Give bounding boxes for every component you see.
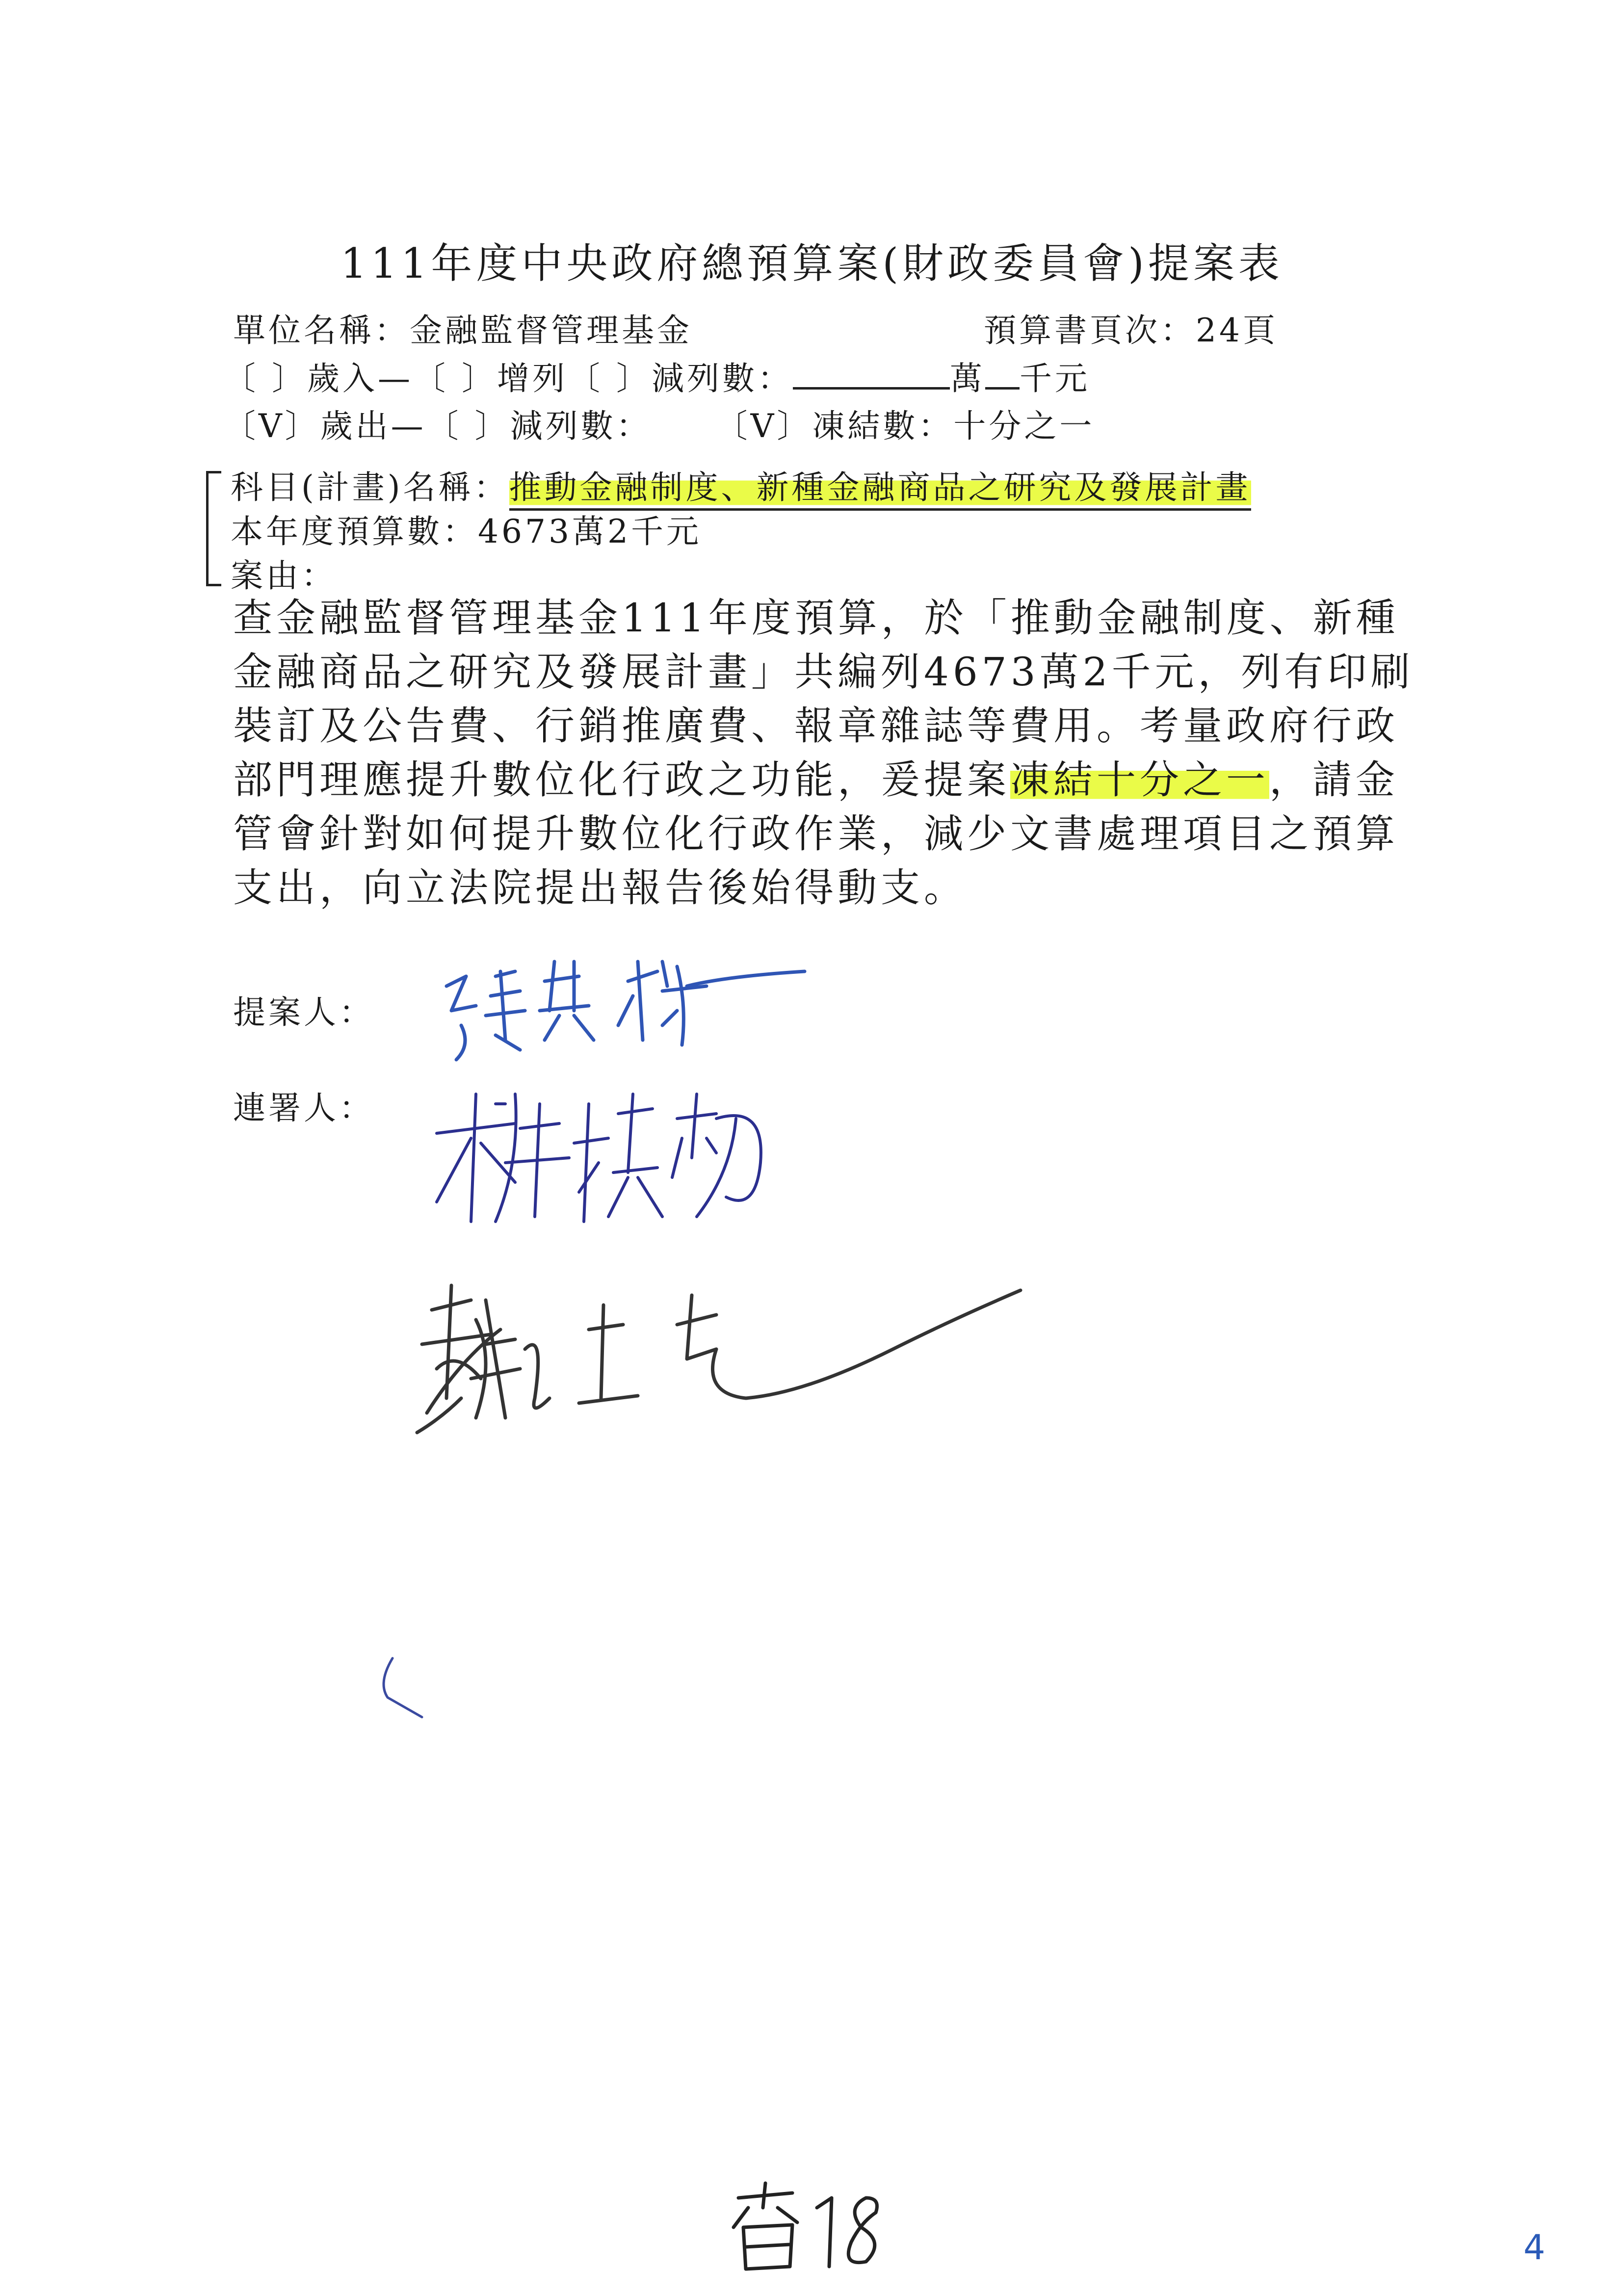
reason-text-end: ，請金管會針對如何提升數位化行政作業，減少文書處理項目之預算支出，向立法院提出報告後始得動支。: [233, 757, 1399, 911]
left-bracket: [206, 471, 221, 586]
expense-reduction-label: 〔V〕歲出—〔 〕減列數：: [223, 407, 652, 445]
subject-line: [231, 461, 1251, 508]
unit-name: 單位名稱：金融監督管理基金: [233, 312, 692, 349]
revenue-wan-unit: 萬: [949, 360, 985, 397]
subject-name: 推動金融制度、新種金融商品之研究及發展計畫: [509, 469, 1251, 511]
expense-line: [223, 400, 1095, 446]
review-stamp: [719, 2178, 905, 2276]
document-title: 111年度中央政府總預算案(財政委員會)提案表: [341, 239, 1283, 287]
proposer-signature: [432, 942, 834, 1089]
freeze-amount: 〔V〕凍結數：十分之一: [715, 407, 1095, 445]
proposer-label: 提案人：: [233, 993, 374, 1031]
budget-book-page: 預算書頁次：24頁: [984, 312, 1278, 349]
cosigner-signature-1: [422, 1074, 814, 1241]
cosigner-signature-2: [402, 1271, 1050, 1477]
cosigner-label: 連署人：: [233, 1089, 374, 1127]
revenue-wan-blank: [793, 363, 950, 390]
revenue-line: [223, 352, 1090, 399]
stray-pen-mark: [373, 1653, 432, 1727]
page-number: 4: [1523, 2227, 1545, 2268]
reason-label: 案由：: [231, 557, 337, 595]
subject-label: 科目(計畫)名稱：: [231, 469, 509, 506]
reason-text: [233, 591, 1430, 915]
budget-amount: 本年度預算數：4673萬2千元: [231, 513, 702, 550]
revenue-label: 〔 〕歲入—〔 〕增列〔 〕減列數：: [223, 360, 793, 397]
revenue-thousand-blank: [985, 363, 1020, 390]
revenue-thousand-unit: 千元: [1019, 360, 1090, 397]
reason-text-start: 查金融監督管理基金111年度預算，於「推動金融制度、新種金融商品之研究及發展計畫」共編列4673萬2千元，列有印刷裝訂及公告費、行銷推廣費、報章雜誌等費用。考量政府行政部門理應提升數位化行政之功能，爰提案: [233, 595, 1414, 803]
reason-highlight: 凍結十分之一: [1010, 757, 1269, 803]
